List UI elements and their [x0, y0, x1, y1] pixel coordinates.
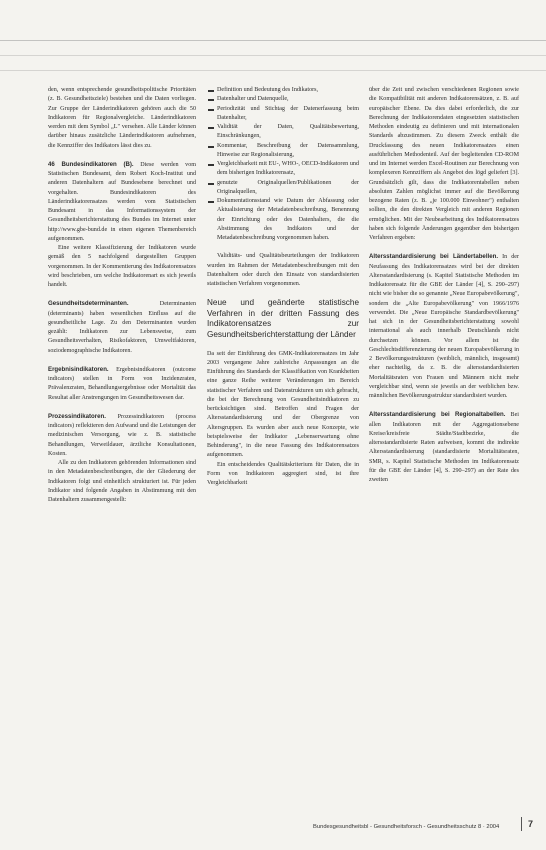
inline-heading: Altersstandardisierung bei Ländertabellen.	[369, 253, 499, 261]
list-item: Vergleichbarkeit mit EU-, WHO-, OECD-Indikatoren und dem bisherigen Indikatorensatz,	[207, 160, 359, 179]
scan-edge-line	[0, 55, 546, 56]
inline-heading: Prozessindikatoren.	[48, 412, 106, 420]
running-footer: Bundesgesundheitsbl - Gesundheitsforsch - Gesundheitsschutz 8 · 2004	[313, 824, 500, 830]
paragraph-text: Bei allen Indikatoren mit der Aggregationsebene Kreise/kreisfreie Städte/Stadtbezirke, die altersstandardisierte Raten aufweisen, kommt die indirekte Altersstandardisierung (standardisierte Mortalitätsraten, SMR, s. Kapitel Statistische Methoden im Indikatorensatz für die GBE der Länder [4], S. 290–297) an der Rate des zweiten	[369, 412, 519, 483]
footer-divider	[521, 817, 522, 831]
list-item: Periodizität und Stichtag der Datenerfassung beim Datenhalter,	[207, 105, 359, 124]
paragraph	[369, 410, 519, 485]
paragraph-text: Diese werden vom Statistischen Bundesamt, dem Robert Koch-Institut und anderen Datenhaltern auf Bundesebene berechnet und vorgehalten. Bundesindikatoren des Länderindikatorensatzes werden vom Statistischen Bundesamt in das Informationssystem der Gesundheitsberichterstattung des Bundes im Internet unter http://www.gbe-bund.de in einen eigenen Themenbereich aufgenommen.	[48, 161, 196, 242]
paragraph: über die Zeit und zwischen verschiedenen Regionen sowie die Kompatibilität mit anderen Indikatorensätzen, z. B. auf europäischer Ebene. Da dies dabei erforderlich, die zur Berechnung der Indikatorendaten eingesetzten statistischen Methoden eindeutig zu definieren und mit internationalen Standards abzustimmen. Zu diesem Zweck enthält die Druckfassung des neuen Indikatorensatzes einen ausführlichen Methodenteil. Auf der begleitenden CD-ROM und im Internet werden Excel-Routinen zur Berechnung von komplexeren Kennziffern als Angebot des lögd geliefert [3]. Grundsätzlich gilt, dass die Indikatorentabellen neben absoluten Zahlen möglichst immer auf die Bevölkerung bezogene Raten (z. B. „je 100.000 Einwohner") enthalten sollten, die den direkten Vergleich mit anderen Regionen ermöglichen. Mit der Neubearbeitung des Indikatorensatzes haben sich folgende Änderungen gegenüber den bisherigen Verfahren ergeben:	[369, 87, 519, 241]
paragraph-text: Determinanten (determinants) haben wesentlichen Einfluss auf die gesundheitliche Lage. Zu den Determinanten wurden gezählt: Indikatoren zur Lebensweise, zum Gesundheitsverhalten, Risikofaktoren, Umweltfaktoren, soziodemographische Indikatoren.	[48, 301, 196, 354]
inline-heading: Ergebnisindikatoren.	[48, 365, 109, 373]
list-item: genutzte Originalquellen/Publikationen der Originalquellen,	[207, 179, 359, 198]
paragraph	[48, 299, 196, 356]
page-number: 7	[528, 819, 534, 829]
paragraph-text: Ergebnisindikatoren (outcome indicators) stellen in Form von Inzidenzraten, Prävalenzraten, Behandlungsergebnisse oder Mortalität das Resultat aller Anstrengungen im Gesundheitswesen dar.	[48, 366, 196, 401]
paragraph: Da seit der Einführung des GMK-Indikatorensatzes im Jahr 2003 vergangene Jahre zahlreiche Anpassungen an die Einführung des Standards der Klassifikation von Krankheiten eine ganze Reihe weiterer Veränderungen im Bereich statistischer Verfahren und Datenstrukturen um sich gebracht, die bei der Berechnung von Gesundheitsindikatoren zu berücksichtigen sind. Betroffen sind Fragen der Altersstandardisierung und der Obergrenze von Altersgruppen. Es wurden aber auch neue Konzepte, wie beispielsweise der Indikator „Lebenserwartung ohne Behinderung", in die neue Fassung des Indikatorensatzes aufgenommen.	[207, 350, 359, 459]
paragraph: Eine weitere Klassifizierung der Indikatoren wurde gemäß den 5 nachfolgend dargestellten Gruppen vorgenommen. In der Kommentierung des Indikatorensatzes wird beschrieben, um welche Indikatorenart es sich jeweils handelt.	[48, 245, 196, 288]
paragraph: Ein entscheidendes Qualitätskriterium für Daten, die in Form von Indikatoren aggregiert sind, ist ihre Vergleichbarkeit	[207, 461, 359, 487]
bullet-list	[207, 86, 359, 243]
paragraph-text: In der Neufassung des Indikatorensatzes wird bei der direkten Altersstandardisierung (s. Kapitel Statistische Methoden im Indikatorensatz für die GBE der Länder [4], S. 290–297) nicht wie bisher die so genannte „Neue Europabevölkerung", sondern die „Alte Europabevölkerung" von 1966/1976 verwendet. Die „Neue Europäische Standardbevölkerung" hat sich in der Gesundheitsberichterstattung sowohl international als auch innerhalb Deutschlands nicht durchsetzen können. Vor allem ist die Geschlechtsdifferenzierung der neuen Europabevölkerung in 2 Bevölkerungsstrukturen (weiblich, männlich, insgesamt) eher nachteilig, da z. B. die altersstandardisierten Mortalitätsraten von Frauen und Männern nicht mehr vergleichbar sind, wenn sie jeweils an der weiblichen bzw. männlichen Bevölkerungsstruktur standardisiert wurden.	[369, 254, 519, 399]
text-column-left	[48, 86, 196, 505]
paragraph	[48, 160, 196, 244]
scan-edge-line	[0, 40, 546, 41]
paragraph	[48, 412, 196, 459]
paragraph: Validitäts- und Qualitätsbeurteilungen der Indikatoren wurden im Rahmen der Metadatenbeschreibungen mit den Datenhaltern oder durch den Einsatz von standardisierten statistischen Verfahren vorgenommen.	[207, 253, 359, 287]
list-item: Dokumentationsstand wie Datum der Abfassung oder Aktualisierung der Metadatenbeschreibung, Benennung der Einrichtung oder des Datenhalters, die die Abstimmung des Indikators und der Metadatenbeschreibung vorgenommen haben.	[207, 197, 359, 243]
text-column-middle	[207, 86, 359, 488]
section-heading: Neue und geänderte statistische Verfahren in der dritten Fassung des Indikatorensatzes zur Gesundheitsberichterstattung der Länder	[207, 298, 359, 340]
list-item: Datenhalter und Datenquelle,	[207, 95, 359, 104]
paragraph-text: Prozessindikatoren (process indicators) reflektieren den Aufwand und die Leistungen der medizinischen Versorgung, wie z. B. statistische Behandlungen, Verweildauer, ärztliche Konsultationen, Kosten.	[48, 413, 196, 457]
text-column-right	[369, 86, 519, 485]
inline-heading: Altersstandardisierung bei Regionaltabellen.	[369, 411, 506, 419]
paragraph	[48, 365, 196, 403]
list-item: Validität der Daten, Qualitätsbewertung, Einschränkungen,	[207, 123, 359, 142]
list-item: Kommentar, Beschreibung der Datensammlung, Hinweise zur Regionalisierung,	[207, 142, 359, 161]
list-item: Definition und Bedeutung des Indikators,	[207, 86, 359, 95]
paragraph: Alle zu den Indikatoren gehörenden Informationen sind in den Metadatenbeschreibungen, die der Gliederung der Indikatoren folgt und einheitlich strukturiert ist. Für jeden Indikator sind folgende Angaben in Abstimmung mit den Datenhaltern zusammengestellt:	[48, 460, 196, 503]
inline-heading: 46 Bundesindikatoren (B).	[48, 160, 134, 168]
paragraph: den, wenn entsprechende gesundheitspolitische Prioritäten (z. B. Gesundheitsziele) bestehen und die Daten vorliegen. Zur Gruppe der Länderindikatoren gehören auch die 50 Indikatoren für Regionalvergleiche. Länderindikatoren werden mit dem Symbol „L" versehen. Alle Länder können darüber hinaus zusätzliche Länderindikatoren aufnehmen, die Kennziffer des Indikators lässt dies zu.	[48, 87, 196, 149]
paragraph	[369, 252, 519, 401]
scan-edge-line	[0, 70, 546, 71]
inline-heading: Gesundheitsdeterminanten.	[48, 300, 129, 308]
